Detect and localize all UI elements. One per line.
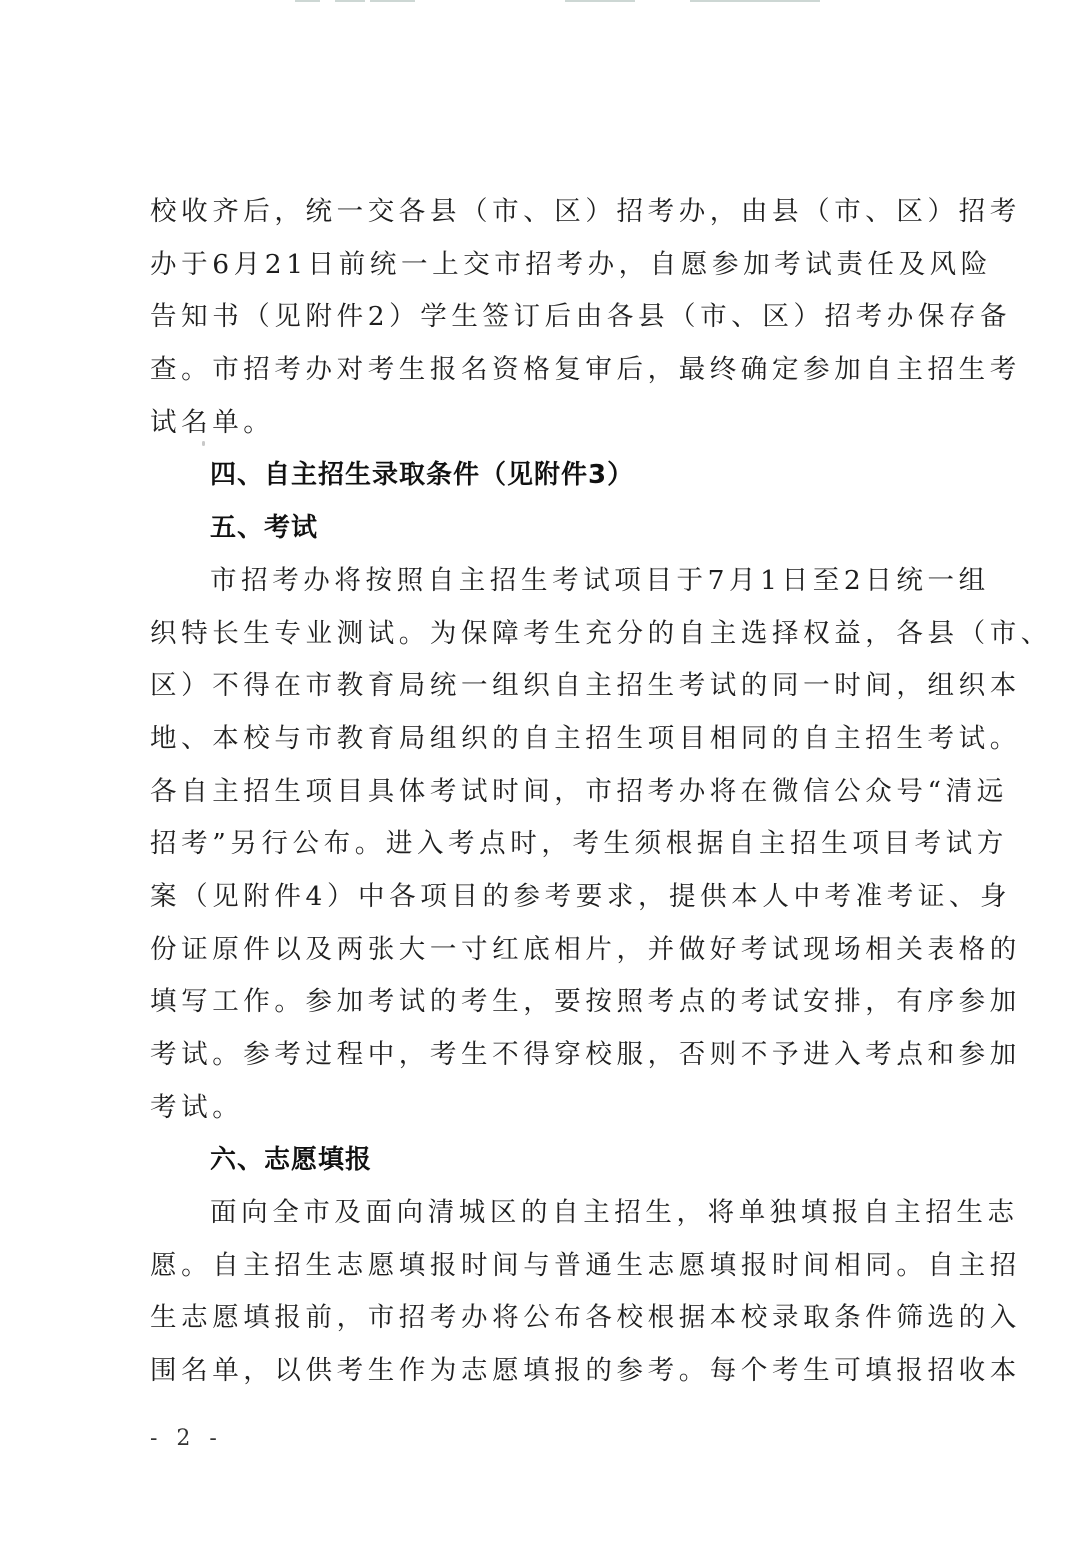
text-line: 区）不得在市教育局统一组织自主招生考试的同一时间，组织本 <box>150 670 1021 702</box>
section-heading-admission-conditions: 四、自主招生录取条件（见附件3） <box>210 460 635 491</box>
text-line: 市招考办将按照自主招生考试项目于7月1日至2日统一组 <box>210 564 990 596</box>
text-line: 份证原件以及两张大一寸红底相片，并做好考试现场相关表格的 <box>150 933 1021 965</box>
scan-artifact <box>335 0 365 2</box>
text-line: 生志愿填报前，市招考办将公布各校根据本校录取条件筛选的入 <box>150 1302 1021 1334</box>
text-line: 试名单。 <box>150 406 275 438</box>
text-line: 愿。自主招生志愿填报时间与普通生志愿填报时间相同。自主招 <box>150 1249 1021 1281</box>
document-page <box>150 186 1052 1398</box>
text-line: 面向全市及面向清城区的自主招生，将单独填报自主招生志 <box>210 1197 1019 1229</box>
scan-speck <box>202 441 205 446</box>
paragraph-continuation <box>150 186 1021 449</box>
scan-artifact <box>295 0 320 2</box>
text-line: 考试。 <box>150 1091 244 1123</box>
scan-artifact <box>565 0 635 2</box>
section-heading-exam: 五、考试 <box>210 513 319 544</box>
text-line: 招考”另行公布。进入考点时，考生须根据自主招生项目考试方 <box>150 828 1008 860</box>
scan-artifact <box>370 0 415 2</box>
text-line: 各自主招生项目具体考试时间，市招考办将在微信公众号“清远 <box>150 775 1008 807</box>
section-application-body <box>150 1187 1021 1398</box>
text-line: 查。市招考办对考生报名资格复审后，最终确定参加自主招生考 <box>150 354 1021 386</box>
page-number: - 2 - <box>150 1426 223 1451</box>
text-line: 办于6月21日前统一上交市招考办，自愿参加考试责任及风险 <box>150 248 992 280</box>
text-line: 告知书（见附件2）学生签订后由各县（市、区）招考办保存备 <box>150 301 1012 333</box>
scan-artifact <box>690 0 820 2</box>
text-line: 围名单，以供考生作为志愿填报的参考。每个考生可填报招收本 <box>150 1355 1021 1387</box>
text-line: 校收齐后，统一交各县（市、区）招考办，由县（市、区）招考 <box>150 196 1021 227</box>
text-line: 织特长生专业测试。为保障考生充分的自主选择权益，各县（市、 <box>150 617 1052 649</box>
text-line: 填写工作。参加考试的考生，要按照考点的考试安排，有序参加 <box>150 986 1021 1018</box>
text-line: 案（见附件4）中各项目的参考要求，提供本人中考准考证、身 <box>150 880 1012 912</box>
text-line: 考试。参考过程中，考生不得穿校服，否则不予进入考点和参加 <box>150 1039 1021 1070</box>
scan-edge-artifacts <box>0 0 1080 6</box>
section-exam-body <box>150 555 1052 1135</box>
text-line: 地、本校与市教育局组织的自主招生项目相同的自主招生考试。 <box>150 722 1021 754</box>
section-heading-application: 六、志愿填报 <box>210 1145 373 1176</box>
